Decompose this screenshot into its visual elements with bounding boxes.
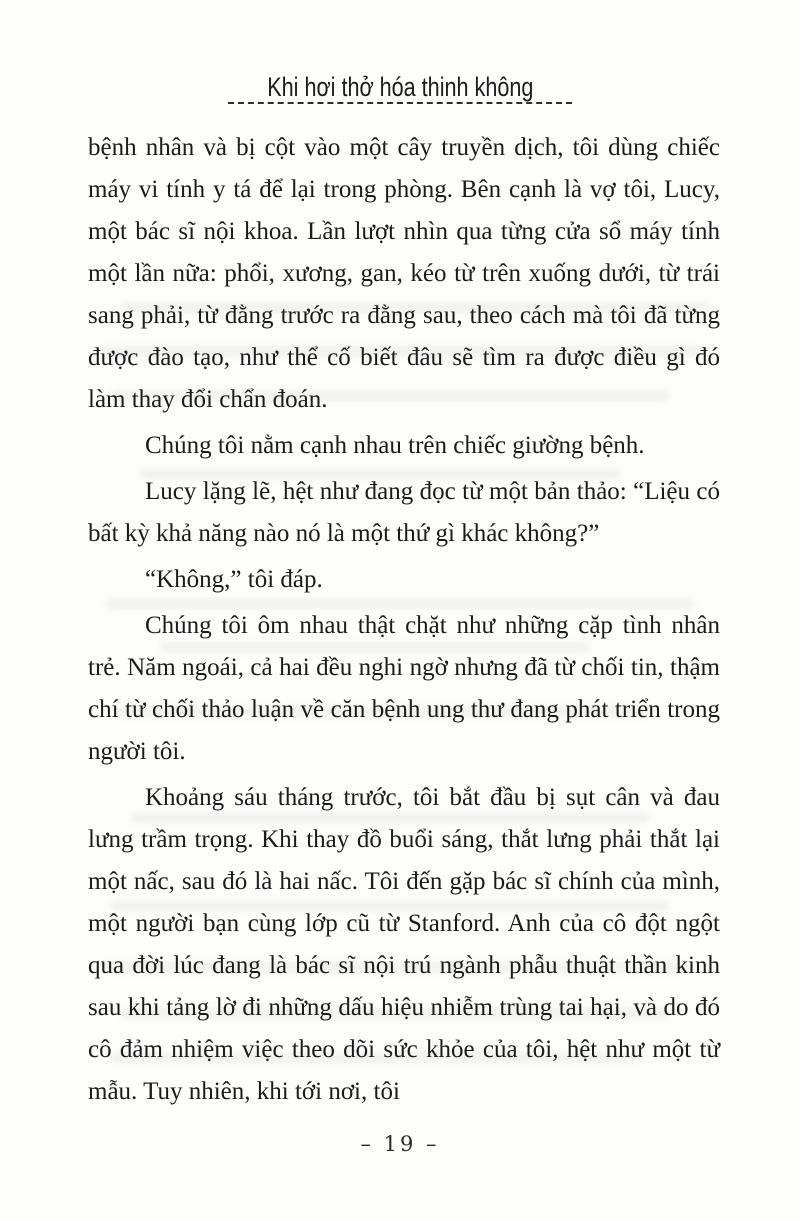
page-number: – 19 –: [360, 1132, 440, 1156]
paragraph-continuation: bệnh nhân và bị cột vào một cây truyền dịch, tôi dùng chiếc máy vi tính y tá để lại trong phòng. Bên cạnh là vợ tôi, Lucy, một bác sĩ nội khoa. Lần lượt nhìn qua từng cửa sổ máy tính một lần nữa: phổi, xương, gan, kéo từ trên xuống dưới, từ trái sang phải, từ đằng trước ra đằng sau, theo cách mà tôi đã từng được đào tạo, như thể cố biết đâu sẽ tìm ra được điều gì đó làm thay đổi chẩn đoán.: [88, 134, 720, 413]
running-header: [0, 72, 800, 103]
page-body: [88, 127, 720, 1117]
dashed-divider: [228, 102, 572, 104]
paragraph: Chúng tôi ôm nhau thật chặt như những cặp tình nhân trẻ. Năm ngoái, cả hai đều nghi ngờ nhưng đã từ chối tin, thậm chí từ chối thảo luận về căn bệnh ung thư đang phát triển trong người tôi.: [88, 612, 720, 765]
running-header-title: Khi hơi thở hóa thinh không: [266, 72, 534, 102]
paragraph: Khoảng sáu tháng trước, tôi bắt đầu bị sụt cân và đau lưng trầm trọng. Khi thay đồ buổi sáng, thắt lưng phải thắt lại một nấc, sau đó là hai nấc. Tôi đến gặp bác sĩ chính của mình, một người bạn cùng lớp cũ từ Stanford. Anh của cô đột ngột qua đời lúc đang là bác sĩ nội trú ngành phẫu thuật thần kinh sau khi tảng lờ đi những dấu hiệu nhiễm trùng tai hại, và do đó cô đảm nhiệm việc theo dõi sức khỏe của tôi, hệt như một từ mẫu. Tuy nhiên, khi tới nơi, tôi: [88, 784, 720, 1105]
paragraph: Chúng tôi nằm cạnh nhau trên chiếc giường bệnh.: [145, 432, 645, 459]
paragraph: “Không,” tôi đáp.: [145, 566, 323, 593]
paragraph: Lucy lặng lẽ, hệt như đang đọc từ một bản thảo: “Liệu có bất kỳ khả năng nào nó là một thứ gì khác không?”: [88, 478, 720, 547]
